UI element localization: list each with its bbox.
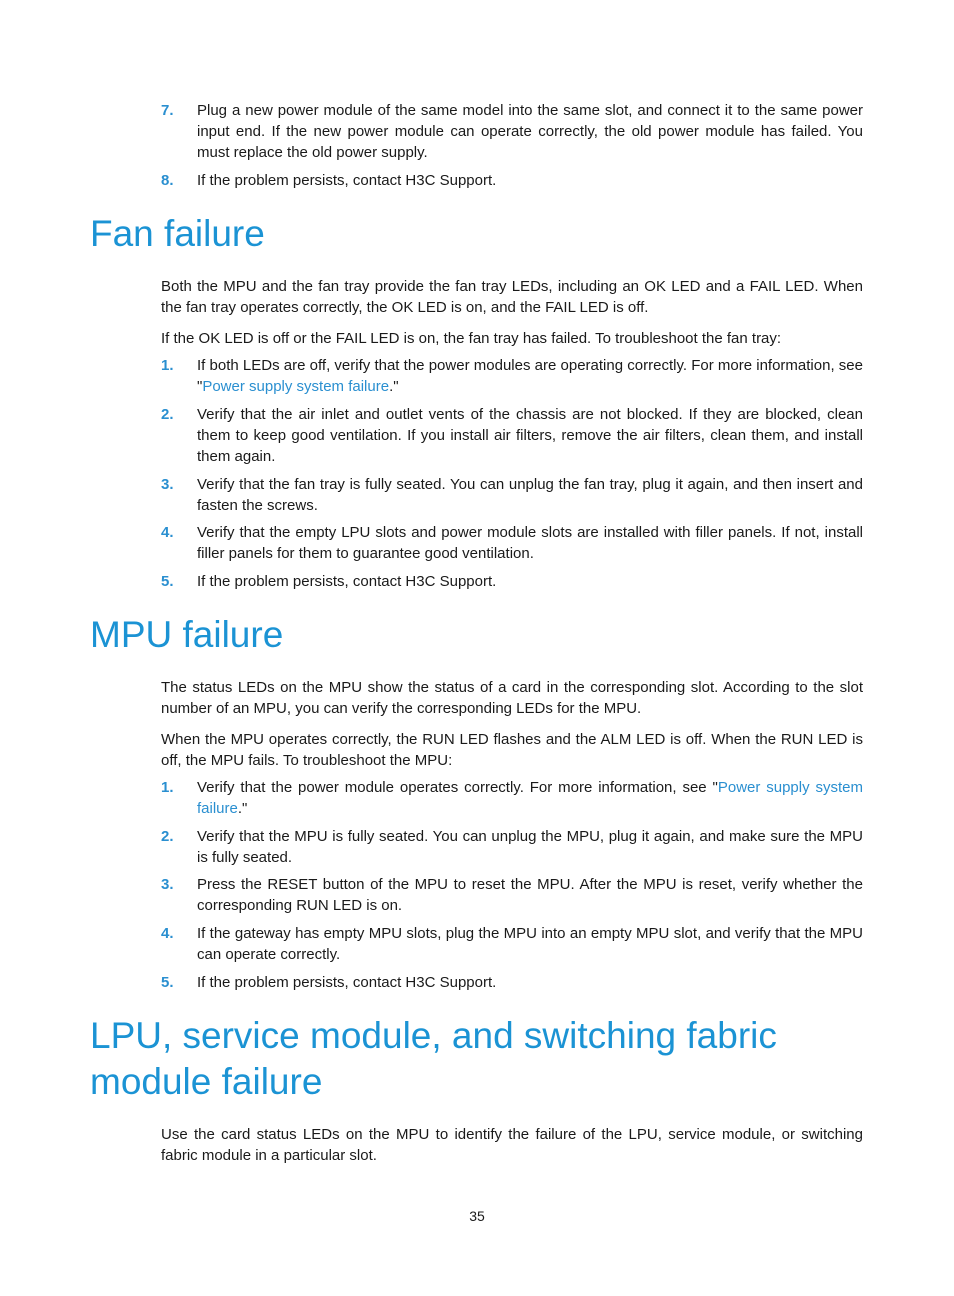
paragraph-text: Both the MPU and the fan tray provide the fan tray LEDs, including an OK LED and a FAIL LED. When the fan tray operates correctly, the OK LED is on, and the FAIL LED is off. (161, 278, 863, 316)
list-item (161, 404, 863, 467)
list-number: 5. (161, 573, 174, 590)
list-text: Press the RESET button of the MPU to reset the MPU. After the MPU is reset, verify whether the corresponding RUN LED is on. (197, 876, 863, 914)
list-text (197, 355, 863, 397)
list-text: Verify that the empty LPU slots and power module slots are installed with filler panels. If not, install filler panels for them to guarantee good ventilation. (197, 524, 863, 562)
page-number: 35 (469, 1208, 485, 1224)
list-number: 1. (161, 357, 174, 374)
power-supply-failure-link[interactable]: Power supply system failure (202, 378, 390, 395)
list-item (161, 100, 863, 163)
section-heading-lpu-failure: LPU, service module, and switching fabric module failure (90, 1015, 777, 1102)
list-item (161, 474, 863, 516)
list-text-pre: If both LEDs are off, verify that the power modules are operating correctly. For more information, see " (197, 357, 863, 395)
list-item (161, 874, 863, 916)
list-item (161, 522, 863, 564)
paragraph (161, 729, 863, 771)
list-item (161, 355, 863, 397)
list-number: 1. (161, 779, 174, 796)
list-number: 4. (161, 925, 174, 942)
list-text-post: ." (237, 800, 248, 817)
list-text: If the problem persists, contact H3C Support. (197, 573, 497, 590)
list-text-post: ." (389, 378, 399, 395)
paragraph-text: Use the card status LEDs on the MPU to identify the failure of the LPU, service module, or switching fabric module in a particular slot. (161, 1126, 863, 1164)
list-text: If the problem persists, contact H3C Support. (197, 974, 497, 991)
list-number: 2. (161, 406, 174, 423)
section-heading-mpu-failure: MPU failure (90, 614, 284, 655)
list-text: If the gateway has empty MPU slots, plug the MPU into an empty MPU slot, and verify that the MPU can operate correctly. (197, 925, 863, 963)
list-text: Verify that the MPU is fully seated. You can unplug the MPU, plug it again, and make sure the MPU is fully seated. (197, 828, 863, 866)
paragraph-text: If the OK LED is off or the FAIL LED is on, the fan tray has failed. To troubleshoot the fan tray: (161, 330, 782, 347)
list-text: Plug a new power module of the same model into the same slot, and connect it to the same power input end. If the new power module can operate correctly, the old power module has failed. You must replace the old power supply. (197, 102, 863, 161)
list-text (197, 777, 863, 819)
list-item (161, 777, 863, 819)
list-item (161, 972, 863, 993)
list-item (161, 923, 863, 965)
list-item (161, 826, 863, 868)
list-text: If the problem persists, contact H3C Support. (197, 172, 497, 189)
paragraph (161, 1124, 863, 1166)
list-number: 7. (161, 102, 174, 119)
paragraph (161, 328, 863, 349)
list-text-pre: Verify that the power module operates correctly. For more information, see " (197, 779, 718, 796)
section-heading-fan-failure: Fan failure (90, 213, 265, 254)
list-number: 2. (161, 828, 174, 845)
power-supply-failure-link[interactable]: Power supply system failure (197, 779, 863, 817)
list-text: Verify that the air inlet and outlet vents of the chassis are not blocked. If they are blocked, clean them to keep good ventilation. If you install air filters, remove the air filters, clean them, and install them again. (197, 406, 863, 465)
paragraph-text: When the MPU operates correctly, the RUN LED flashes and the ALM LED is off. When the RUN LED is off, the MPU fails. To troubleshoot the MPU: (161, 731, 863, 769)
list-number: 4. (161, 524, 174, 541)
paragraph (161, 276, 863, 318)
list-number: 3. (161, 476, 174, 493)
list-item (161, 571, 863, 592)
paragraph-text: The status LEDs on the MPU show the status of a card in the corresponding slot. According to the slot number of an MPU, you can verify the corresponding LEDs for the MPU. (161, 679, 863, 717)
paragraph (161, 677, 863, 719)
list-item (161, 170, 863, 191)
list-number: 8. (161, 172, 174, 189)
list-number: 3. (161, 876, 174, 893)
list-text: Verify that the fan tray is fully seated. You can unplug the fan tray, plug it again, and then insert and fasten the screws. (197, 476, 863, 514)
list-number: 5. (161, 974, 174, 991)
